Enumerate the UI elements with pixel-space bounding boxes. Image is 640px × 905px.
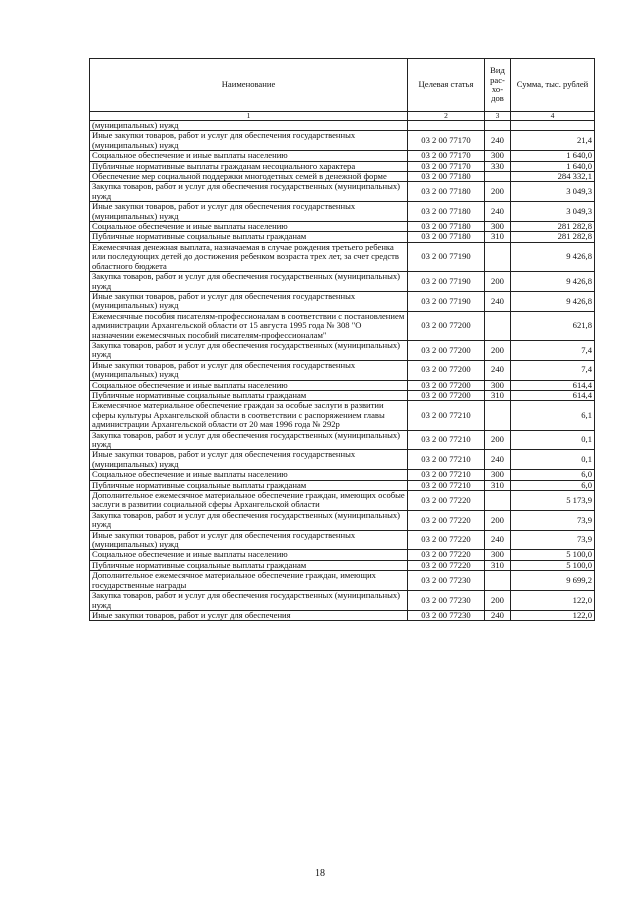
table-row	[90, 360, 595, 380]
table-row	[90, 182, 595, 202]
row-sum: 9 426,8	[511, 272, 595, 292]
header-expense-type: Вид рас-хо-дов	[485, 59, 511, 112]
row-expense-type: 310	[485, 560, 511, 570]
table-row	[90, 390, 595, 400]
header-sum: Сумма, тыс. рублей	[511, 59, 595, 112]
row-expense-type: 240	[485, 360, 511, 380]
table-row	[90, 450, 595, 470]
row-sum: 73,9	[511, 530, 595, 550]
table-row	[90, 380, 595, 390]
row-target-article: 03 2 00 77180	[408, 202, 485, 222]
table-row	[90, 131, 595, 151]
table-row	[90, 242, 595, 271]
table-row	[90, 480, 595, 490]
table-row	[90, 172, 595, 182]
row-expense-type: 240	[485, 202, 511, 222]
row-sum: 614,4	[511, 380, 595, 390]
row-expense-type	[485, 121, 511, 131]
row-name: Ежемесячное материальное обеспечение граждан за особые заслуги в развитии сферы культуры Архангельской области в соответствии с распоряжением главы администрации Архангельской области от 20 мая 1996 года № 292р	[90, 401, 408, 430]
row-target-article: 03 2 00 77210	[408, 470, 485, 480]
row-target-article: 03 2 00 77210	[408, 480, 485, 490]
row-expense-type: 240	[485, 131, 511, 151]
row-target-article: 03 2 00 77200	[408, 390, 485, 400]
table-row	[90, 291, 595, 311]
row-name: Иные закупки товаров, работ и услуг для обеспечения государственных (муниципальных) нужд	[90, 131, 408, 151]
row-name: Иные закупки товаров, работ и услуг для обеспечения государственных (муниципальных) нужд	[90, 202, 408, 222]
table-body	[90, 121, 595, 621]
row-sum: 122,0	[511, 610, 595, 620]
row-sum: 6,0	[511, 480, 595, 490]
table-row	[90, 591, 595, 611]
row-target-article: 03 2 00 77230	[408, 571, 485, 591]
row-name: Иные закупки товаров, работ и услуг для обеспечения государственных (муниципальных) нужд	[90, 360, 408, 380]
table-header-row	[90, 59, 595, 112]
budget-table-container	[89, 58, 594, 621]
table-row	[90, 610, 595, 620]
row-expense-type	[485, 571, 511, 591]
row-expense-type: 300	[485, 550, 511, 560]
row-sum: 7,4	[511, 340, 595, 360]
row-sum: 281 282,8	[511, 222, 595, 232]
row-sum: 6,1	[511, 401, 595, 430]
row-target-article: 03 2 00 77200	[408, 360, 485, 380]
row-expense-type: 300	[485, 470, 511, 480]
row-name: Закупка товаров, работ и услуг для обеспечения государственных (муниципальных) нужд	[90, 272, 408, 292]
row-sum: 281 282,8	[511, 232, 595, 242]
row-target-article: 03 2 00 77180	[408, 222, 485, 232]
row-name: Социальное обеспечение и иные выплаты населению	[90, 380, 408, 390]
row-target-article: 03 2 00 77220	[408, 510, 485, 530]
row-expense-type: 330	[485, 161, 511, 171]
table-row	[90, 491, 595, 511]
row-expense-type	[485, 491, 511, 511]
row-expense-type	[485, 172, 511, 182]
row-expense-type: 300	[485, 151, 511, 161]
row-sum: 122,0	[511, 591, 595, 611]
row-target-article: 03 2 00 77220	[408, 530, 485, 550]
table-row	[90, 470, 595, 480]
row-expense-type: 200	[485, 182, 511, 202]
row-name: Дополнительное ежемесячное материальное обеспечение граждан, имеющих особые заслуги в развитии социальной сферы Архангельской области	[90, 491, 408, 511]
row-name: Дополнительное ежемесячное материальное обеспечение граждан, имеющих государственные награды	[90, 571, 408, 591]
row-expense-type: 240	[485, 450, 511, 470]
table-row	[90, 560, 595, 570]
row-name: Закупка товаров, работ и услуг для обеспечения государственных (муниципальных) нужд	[90, 182, 408, 202]
row-expense-type	[485, 311, 511, 340]
row-name: Иные закупки товаров, работ и услуг для обеспечения	[90, 610, 408, 620]
row-target-article: 03 2 00 77230	[408, 591, 485, 611]
row-name: Обеспечение мер социальной поддержки многодетных семей в денежной форме	[90, 172, 408, 182]
row-sum: 621,8	[511, 311, 595, 340]
row-sum: 9 699,2	[511, 571, 595, 591]
row-name: Социальное обеспечение и иные выплаты населению	[90, 222, 408, 232]
row-sum: 73,9	[511, 510, 595, 530]
row-target-article: 03 2 00 77190	[408, 291, 485, 311]
column-number-row	[90, 112, 595, 121]
row-target-article: 03 2 00 77200	[408, 311, 485, 340]
row-name: Публичные нормативные социальные выплаты гражданам	[90, 390, 408, 400]
table-row	[90, 222, 595, 232]
row-expense-type: 200	[485, 591, 511, 611]
row-expense-type: 310	[485, 390, 511, 400]
row-sum: 5 100,0	[511, 550, 595, 560]
row-sum: 9 426,8	[511, 291, 595, 311]
row-sum: 3 049,3	[511, 182, 595, 202]
row-name: Иные закупки товаров, работ и услуг для обеспечения государственных (муниципальных) нужд	[90, 530, 408, 550]
table-row	[90, 530, 595, 550]
row-expense-type: 240	[485, 530, 511, 550]
row-expense-type: 200	[485, 272, 511, 292]
row-expense-type: 200	[485, 340, 511, 360]
table-row	[90, 550, 595, 560]
row-expense-type	[485, 401, 511, 430]
row-sum: 6,0	[511, 470, 595, 480]
table-row	[90, 430, 595, 450]
table-row	[90, 121, 595, 131]
row-expense-type: 200	[485, 430, 511, 450]
row-sum: 5 100,0	[511, 560, 595, 570]
row-name: Ежемесячная денежная выплата, назначаемая в случае рождения третьего ребенка или последующих детей до достижения ребенком возраста трех лет, за счет средств областного бюджета	[90, 242, 408, 271]
row-target-article: 03 2 00 77220	[408, 550, 485, 560]
row-target-article: 03 2 00 77200	[408, 380, 485, 390]
row-expense-type: 310	[485, 480, 511, 490]
row-name: Иные закупки товаров, работ и услуг для обеспечения государственных (муниципальных) нужд	[90, 450, 408, 470]
row-name: Социальное обеспечение и иные выплаты населению	[90, 151, 408, 161]
column-number: 4	[511, 112, 595, 121]
row-expense-type: 300	[485, 222, 511, 232]
row-name: Иные закупки товаров, работ и услуг для обеспечения государственных (муниципальных) нужд	[90, 291, 408, 311]
row-target-article: 03 2 00 77200	[408, 340, 485, 360]
row-target-article: 03 2 00 77210	[408, 450, 485, 470]
row-target-article: 03 2 00 77220	[408, 560, 485, 570]
row-target-article: 03 2 00 77220	[408, 491, 485, 511]
row-target-article: 03 2 00 77210	[408, 430, 485, 450]
row-target-article: 03 2 00 77180	[408, 172, 485, 182]
row-target-article	[408, 121, 485, 131]
row-target-article: 03 2 00 77170	[408, 131, 485, 151]
row-name: Ежемесячные пособия писателям-профессионалам в соответствии с постановлением администрации Архангельской области от 15 августа 1995 года № 308 "О назначении ежемесячных пособий писателям-профессионалам"	[90, 311, 408, 340]
row-target-article: 03 2 00 77170	[408, 151, 485, 161]
table-row	[90, 272, 595, 292]
row-sum: 5 173,9	[511, 491, 595, 511]
row-target-article: 03 2 00 77180	[408, 182, 485, 202]
row-expense-type: 300	[485, 380, 511, 390]
row-expense-type	[485, 242, 511, 271]
table-row	[90, 510, 595, 530]
row-sum	[511, 121, 595, 131]
row-name: Публичные нормативные социальные выплаты гражданам	[90, 480, 408, 490]
page-number: 18	[315, 868, 325, 879]
row-name: Публичные нормативные социальные выплаты гражданам	[90, 232, 408, 242]
table-row	[90, 311, 595, 340]
column-number: 1	[90, 112, 408, 121]
row-target-article: 03 2 00 77180	[408, 232, 485, 242]
row-expense-type: 240	[485, 291, 511, 311]
row-sum: 1 640,0	[511, 151, 595, 161]
row-name: Публичные нормативные социальные выплаты гражданам	[90, 560, 408, 570]
row-sum: 284 332,1	[511, 172, 595, 182]
header-name: Наименование	[90, 59, 408, 112]
column-number: 2	[408, 112, 485, 121]
row-expense-type: 240	[485, 610, 511, 620]
row-sum: 614,4	[511, 390, 595, 400]
row-sum: 0,1	[511, 430, 595, 450]
row-target-article: 03 2 00 77190	[408, 242, 485, 271]
row-name: Социальное обеспечение и иные выплаты населению	[90, 470, 408, 480]
table-row	[90, 340, 595, 360]
row-sum: 21,4	[511, 131, 595, 151]
row-sum: 0,1	[511, 450, 595, 470]
row-sum: 3 049,3	[511, 202, 595, 222]
row-name: Закупка товаров, работ и услуг для обеспечения государственных (муниципальных) нужд	[90, 591, 408, 611]
budget-table	[89, 58, 595, 621]
column-number: 3	[485, 112, 511, 121]
row-target-article: 03 2 00 77210	[408, 401, 485, 430]
row-name: Закупка товаров, работ и услуг для обеспечения государственных (муниципальных) нужд	[90, 340, 408, 360]
row-expense-type: 310	[485, 232, 511, 242]
row-name: Публичные нормативные выплаты гражданам несоциального характера	[90, 161, 408, 171]
row-name: Закупка товаров, работ и услуг для обеспечения государственных (муниципальных) нужд	[90, 510, 408, 530]
table-row	[90, 202, 595, 222]
row-expense-type: 200	[485, 510, 511, 530]
header-target-article: Целевая статья	[408, 59, 485, 112]
table-row	[90, 232, 595, 242]
row-sum: 1 640,0	[511, 161, 595, 171]
table-row	[90, 401, 595, 430]
row-target-article: 03 2 00 77230	[408, 610, 485, 620]
table-row	[90, 161, 595, 171]
row-sum: 9 426,8	[511, 242, 595, 271]
table-row	[90, 571, 595, 591]
row-target-article: 03 2 00 77190	[408, 272, 485, 292]
table-row	[90, 151, 595, 161]
row-sum: 7,4	[511, 360, 595, 380]
row-name: Социальное обеспечение и иные выплаты населению	[90, 550, 408, 560]
row-name: Закупка товаров, работ и услуг для обеспечения государственных (муниципальных) нужд	[90, 430, 408, 450]
row-target-article: 03 2 00 77170	[408, 161, 485, 171]
row-name: (муниципальных) нужд	[90, 121, 408, 131]
